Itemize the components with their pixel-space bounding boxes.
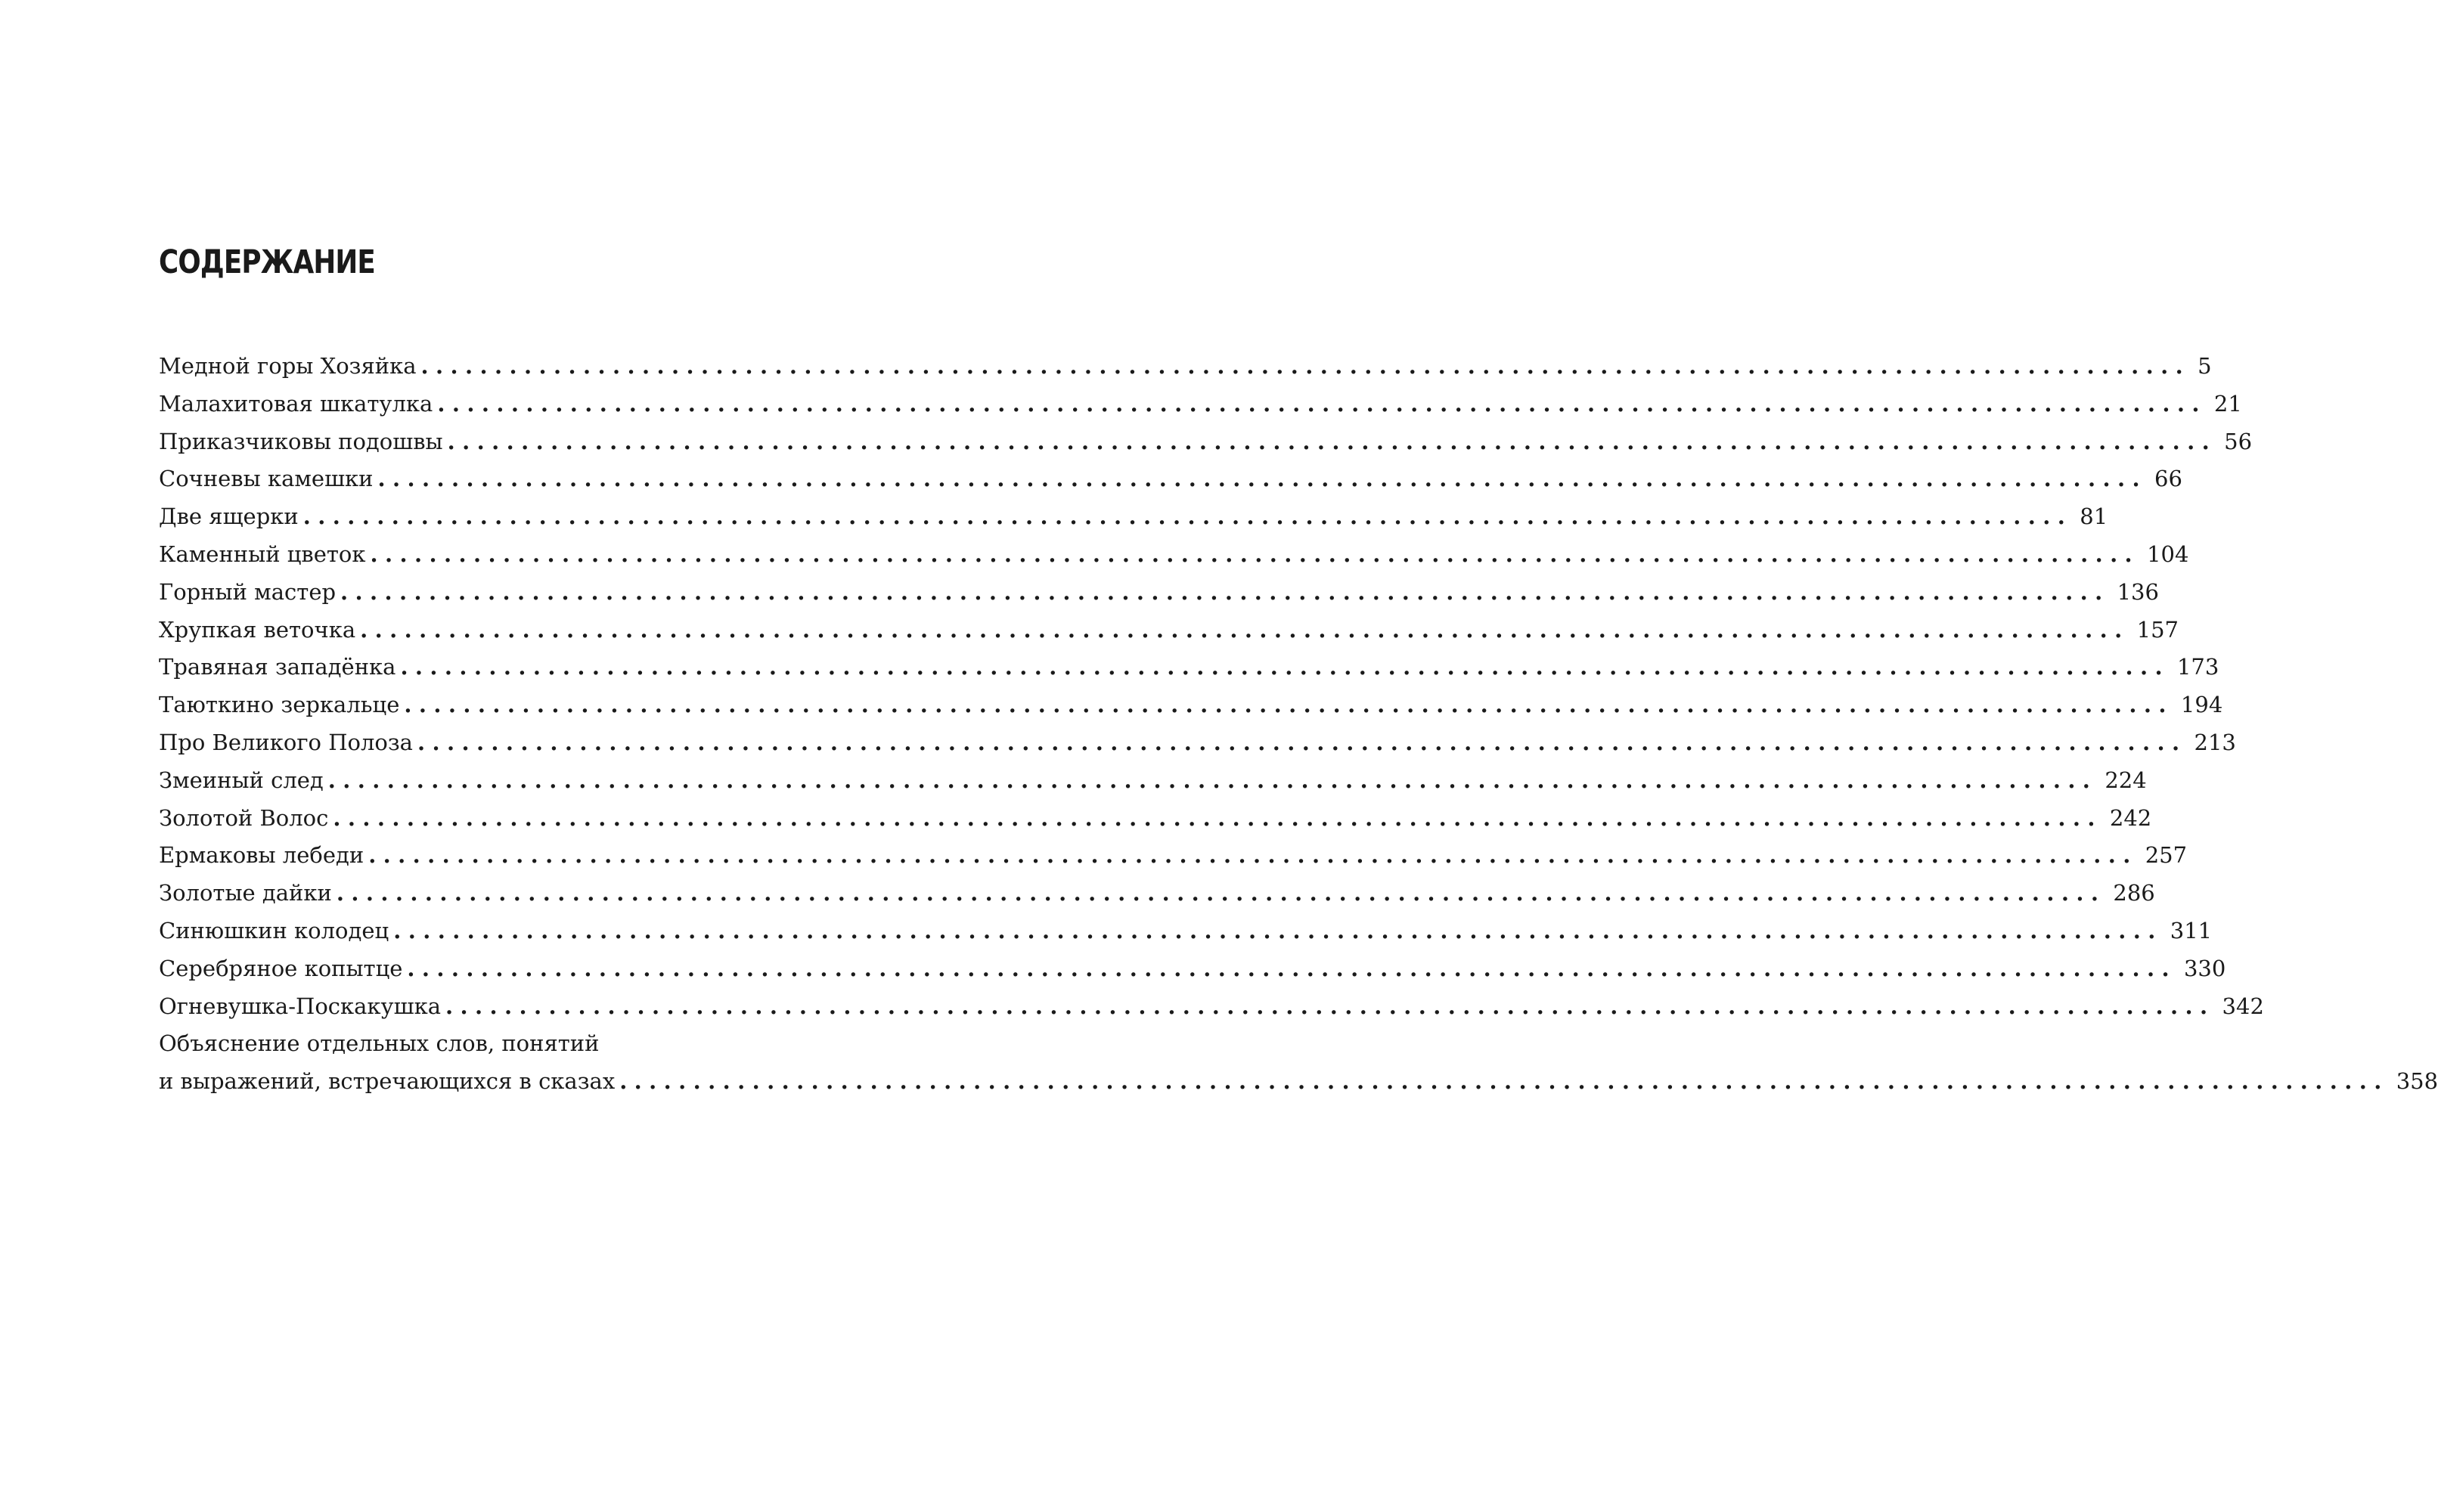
toc-entry-title: Серебряное копытце <box>159 955 403 981</box>
toc-entry-page: 257 <box>2145 842 2188 869</box>
toc-entry[interactable] <box>159 912 2213 950</box>
dot-leader: ........................................................................................................................ <box>377 466 2148 492</box>
toc-entry-page: 173 <box>2176 654 2219 680</box>
toc-entry-page: 136 <box>2117 578 2159 605</box>
dot-leader: ........................................................................................................................ <box>302 503 2073 530</box>
dot-leader: ........................................................................................................................ <box>370 541 2140 567</box>
toc-entry-title: Объяснение отдельных слов, понятий <box>159 1030 600 1057</box>
toc-entry[interactable] <box>159 950 2226 988</box>
toc-entry-page: 213 <box>2194 729 2236 755</box>
dot-leader: ........................................................................................................................ <box>327 767 2098 793</box>
dot-leader: ........................................................................................................................ <box>340 578 2110 605</box>
page-title: СОДЕРЖАНИЕ <box>159 243 375 281</box>
dot-leader: ........................................................................................................................ <box>333 804 2102 831</box>
dot-leader: ........................................................................................................................ <box>420 353 2191 379</box>
toc-entry[interactable] <box>159 612 2179 649</box>
toc-entry-title: Медной горы Хозяйка <box>159 353 417 379</box>
toc-entry[interactable] <box>159 649 2219 686</box>
toc-entry-title: Хрупкая веточка <box>159 616 356 643</box>
toc-entry-title: Ермаковы лебеди <box>159 842 364 869</box>
toc-entry-title: Травяная западёнка <box>159 654 396 680</box>
dot-leader: ........................................................................................................................ <box>437 390 2207 417</box>
toc-entry-page: 21 <box>2213 390 2242 417</box>
toc-entry-title: Две ящерки <box>159 503 299 530</box>
toc-entry-title: Малахитовая шкатулка <box>159 390 433 417</box>
dot-leader: ........................................................................................................................ <box>407 955 2176 981</box>
toc-entry[interactable] <box>159 837 2188 875</box>
toc-entry-title: Приказчиковы подошвы <box>159 428 443 454</box>
toc-entry-title: Горный мастер <box>159 578 337 605</box>
toc-entry-page: 286 <box>2113 880 2155 906</box>
toc-entry-page: 81 <box>2080 503 2108 530</box>
toc-entry[interactable] <box>159 386 2242 423</box>
toc-list <box>159 348 2438 1101</box>
toc-entry-title: Огневушка-Поскакушка <box>159 993 441 1019</box>
toc-entry-page: 157 <box>2136 616 2179 643</box>
toc-entry-page: 5 <box>2198 353 2212 379</box>
toc-entry-page: 242 <box>2109 804 2152 831</box>
toc-entry-title: Змеиный след <box>159 767 324 793</box>
toc-entry-glossary[interactable] <box>159 1025 2438 1101</box>
toc-entry-line <box>159 1063 2438 1101</box>
toc-entry[interactable] <box>159 574 2159 612</box>
dot-leader: ........................................................................................................................ <box>404 692 2173 718</box>
dot-leader: ........................................................................................................................ <box>360 616 2129 643</box>
toc-entry-page: 66 <box>2154 466 2182 492</box>
toc-entry[interactable] <box>159 423 2253 461</box>
toc-entry-title: Синюшкин колодец <box>159 917 389 943</box>
toc-entry-page: 330 <box>2183 955 2226 981</box>
dot-leader: ........................................................................................................................ <box>619 1068 2389 1095</box>
toc-entry-page: 342 <box>2222 993 2264 1019</box>
toc-entry-page: 104 <box>2147 541 2189 567</box>
toc-entry-line <box>159 1025 827 1063</box>
dot-leader: ........................................................................................................................ <box>445 993 2215 1019</box>
toc-entry-title: Таюткино зеркальце <box>159 692 400 718</box>
toc-entry-title: Золотые дайки <box>159 880 332 906</box>
toc-entry[interactable] <box>159 498 2108 536</box>
toc-entry[interactable] <box>159 724 2236 762</box>
toc-entry[interactable] <box>159 988 2264 1026</box>
toc-entry-page: 194 <box>2180 692 2223 718</box>
dot-leader: ........................................................................................................................ <box>368 842 2138 869</box>
toc-entry-page: 358 <box>2396 1068 2438 1095</box>
dot-leader: ........................................................................................................................ <box>447 428 2217 454</box>
toc-entry[interactable] <box>159 800 2152 838</box>
toc-entry-page: 311 <box>2170 917 2213 943</box>
dot-leader: ........................................................................................................................ <box>417 729 2187 755</box>
toc-entry[interactable] <box>159 536 2189 574</box>
dot-leader: ........................................................................................................................ <box>400 654 2170 680</box>
dot-leader: ........................................................................................................................ <box>393 917 2163 943</box>
dot-leader: ........................................................................................................................ <box>336 880 2106 906</box>
toc-entry[interactable] <box>159 686 2223 724</box>
toc-entry-title-continued: и выражений, встречающихся в сказах <box>159 1068 616 1095</box>
toc-entry-title: Про Великого Полоза <box>159 729 413 755</box>
toc-entry[interactable] <box>159 762 2147 800</box>
toc-entry[interactable] <box>159 348 2212 386</box>
toc-entry[interactable] <box>159 460 2182 498</box>
toc-entry-page: 56 <box>2224 428 2253 454</box>
toc-entry-title: Золотой Волос <box>159 804 329 831</box>
toc-entry[interactable] <box>159 875 2155 912</box>
toc-entry-title: Каменный цветок <box>159 541 366 567</box>
toc-entry-page: 224 <box>2105 767 2147 793</box>
toc-entry-title: Сочневы камешки <box>159 466 374 492</box>
